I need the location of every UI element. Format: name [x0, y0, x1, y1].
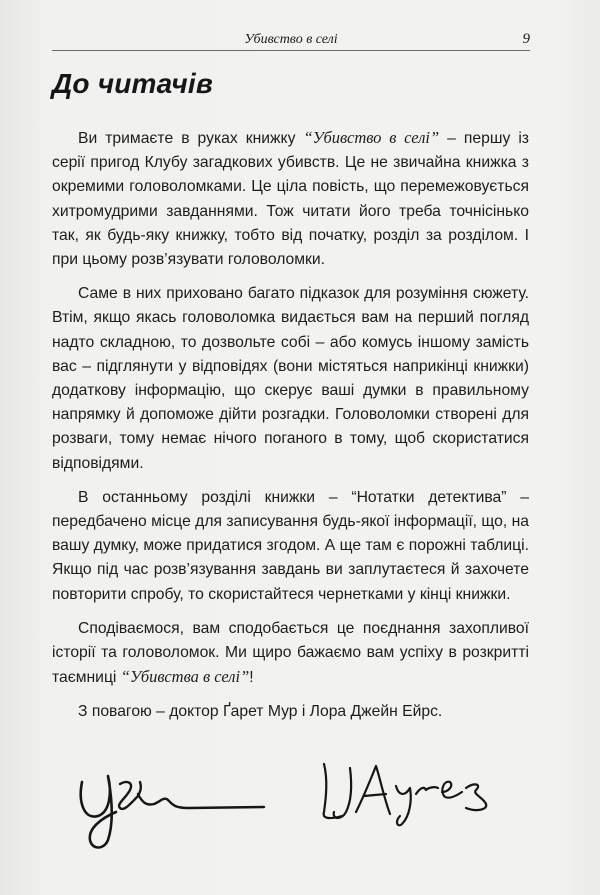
- page-number: 9: [522, 31, 530, 47]
- paragraph-2: Саме в них приховано багато підказок для розуміння сюжету. Втім, якщо якась головоломка видається вам на перший погляд надто складною, то дозвольте собі – або комусь іншому замість вас – підглянути у відповідях (вони містяться наприкінці книжки) додаткову інформацію, що скерує ваші думки в правильному напрямку й допоможе дійти розгадки. Головоломки створені для розваги, тому немає нічого поганого в тому, щоб скористатися відповідями.: [52, 285, 529, 472]
- signoff: З повагою – доктор Ґарет Мур і Лора Джейн Ейрс.: [78, 703, 443, 721]
- chapter-heading: До читачів: [52, 68, 213, 99]
- body-text: [52, 126, 529, 735]
- paragraph-1-rest: – першу із серії пригод Клубу загадкових убивств. Це не звичайна книжка з окремими головоломками. Це ціла повість, що перемежовується хитромудрими завданнями. Тож читати його треба точнісінько так, як будь-яку книжку, тобто від початку, розділ за розділом. І при цьому розв’язувати головоломки.: [52, 130, 530, 269]
- running-head: [52, 30, 530, 51]
- running-head-title: Убивство в селі: [244, 32, 338, 47]
- book-title-italic: “Убивства в селі”: [120, 667, 250, 687]
- paragraph-4-start: Сподіваємося, вам сподобається це поєднання захопливої історії та головоломок. Ми щиро бажаємо вам успіху в розкритті таємниці: [52, 619, 529, 687]
- signature-lj-ayres: [316, 758, 500, 830]
- paragraph-3: В останньому розділі книжки – “Нотатки детектива” – передбачено місце для записування будь-якої інформації, що, на вашу думку, може придатися згодом. А ще там є порожні таблиці. Якщо під час розв’язування завдань ви заплутаєтеся й захочете повторити спробу, то скористайтеся чернетками у кінці книжки.: [52, 488, 529, 603]
- paragraph-4-end: !: [249, 669, 254, 687]
- paragraph-1: [52, 126, 529, 272]
- book-title-italic: “Убивство в селі”: [303, 128, 440, 147]
- signature-gareth-moore: [68, 762, 268, 854]
- paragraph-4: [52, 617, 529, 691]
- paragraph-1-start: Ви тримаєте в руках книжку: [78, 130, 304, 147]
